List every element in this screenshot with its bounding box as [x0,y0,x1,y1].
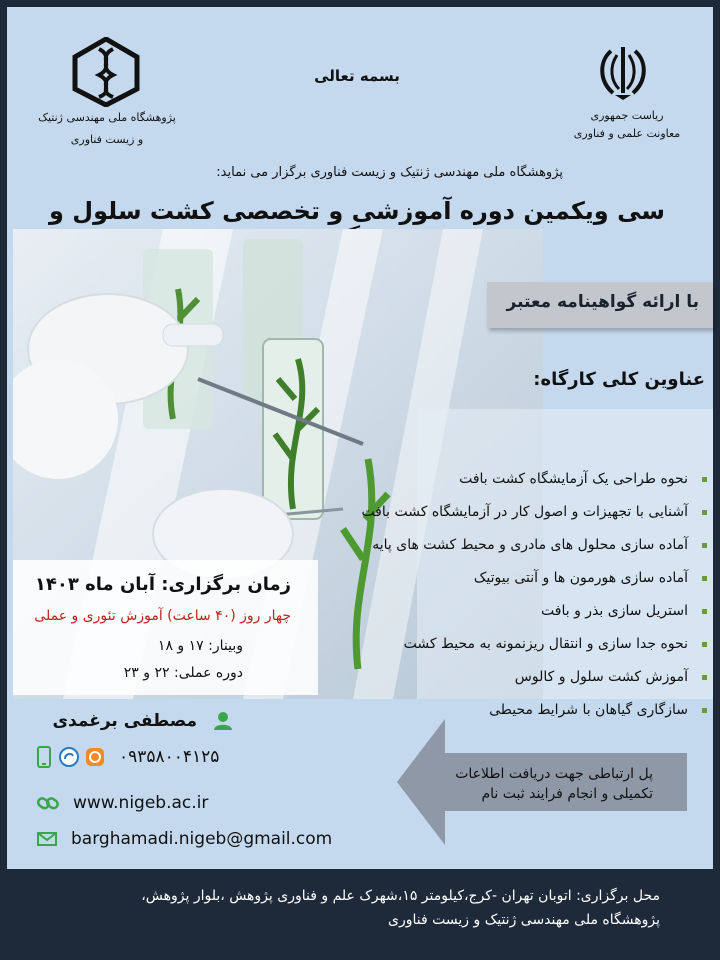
list-item: آماده سازی محلول های مادری و محیط کشت های پایه [287,529,707,562]
schedule-date: زمان برگزاری: آبان ماه ۱۴۰۳ [34,574,291,595]
presidency-line2: معاونت علمی و فناوری [573,127,681,140]
list-item: استریل سازی بذر و بافت [287,595,707,628]
venue-address [20,884,660,932]
certificate-box [487,282,713,328]
website-link[interactable]: www.nigeb.ac.ir [73,793,209,813]
messenger-icon [59,747,79,767]
schedule-webinar: وبینار: ۱۷ و ۱۸ [157,638,243,654]
email-row [37,824,332,854]
contact-name-row [52,711,233,731]
arrow-caption [393,764,653,804]
arrow-caption-line2: تکمیلی و انجام فرایند ثبت نام [481,786,653,802]
email-link[interactable]: barghamadi.nigeb@gmail.com [71,829,333,849]
mail-icon [37,832,57,846]
phone-number: ۰۹۳۵۸۰۰۴۱۲۵ [119,747,220,767]
bullet-icon [702,477,707,482]
bismillah-heading: بسمه تعالی [314,67,400,85]
bullet-icon [702,543,707,548]
institute-name [27,107,187,151]
schedule-duration: چهار روز (۴۰ ساعت) آموزش تئوری و عملی [34,608,291,624]
venue-line2: پژوهشگاه ملی مهندسی ژنتیک و زیست فناوری [388,912,660,928]
website-row [37,788,208,818]
venue-line1: محل برگزاری: اتوبان تهران -کرج،کیلومتر ۱۵،شهرک علم و فناوری پژوهش ،بلوار پژوهش، [141,888,660,904]
list-item: آموزش کشت سلول و کالوس [287,661,707,694]
institute-name-line2: و زیست فناوری [70,133,144,146]
bullet-icon [702,642,707,647]
user-icon [213,711,233,731]
phone-row [37,742,219,772]
topics-list [287,463,707,727]
bullet-icon [702,708,707,713]
presidency-line1: ریاست جمهوری [590,109,664,122]
schedule-practical: دوره عملی: ۲۲ و ۲۳ [123,665,243,681]
topics-heading: عناوین کلی کارگاه: [533,369,705,390]
eitaa-icon [85,747,105,767]
list-item: نحوه جدا سازی و انتقال ریزنمونه به محیط کشت [287,628,707,661]
list-item: آماده سازی هورمون ها و آنتی بیوتیک [287,562,707,595]
link-icon [37,794,59,812]
iran-emblem [597,43,649,101]
certificate-label: با ارائه گواهینامه معتبر [506,292,699,312]
bullet-icon [702,675,707,680]
bullet-icon [702,609,707,614]
arrow-caption-line1: پل ارتباطی جهت دریافت اطلاعات [455,766,653,782]
bullet-icon [702,510,707,515]
contact-name: مصطفی برغمدی [52,711,197,731]
presidency-label [557,107,697,143]
course-title: سی ویکمین دوره آموزشی و تخصصی کشت سلول و [49,197,665,225]
list-item: نحوه طراحی یک آزمایشگاه کشت بافت [287,463,707,496]
phone-icon [37,746,51,768]
institute-logo [71,37,141,107]
bullet-icon [702,576,707,581]
poster [6,6,714,870]
institute-name-line1: پژوهشگاه ملی مهندسی ژنتیک [38,111,176,124]
list-item: آشنایی با تجهیزات و اصول کار در آزمایشگاه کشت بافت [287,496,707,529]
announcement: پژوهشگاه ملی مهندسی ژنتیک و زیست فناوری برگزار می نماید: [216,165,563,180]
list-item: سازگاری گیاهان با شرایط محیطی [287,694,707,727]
